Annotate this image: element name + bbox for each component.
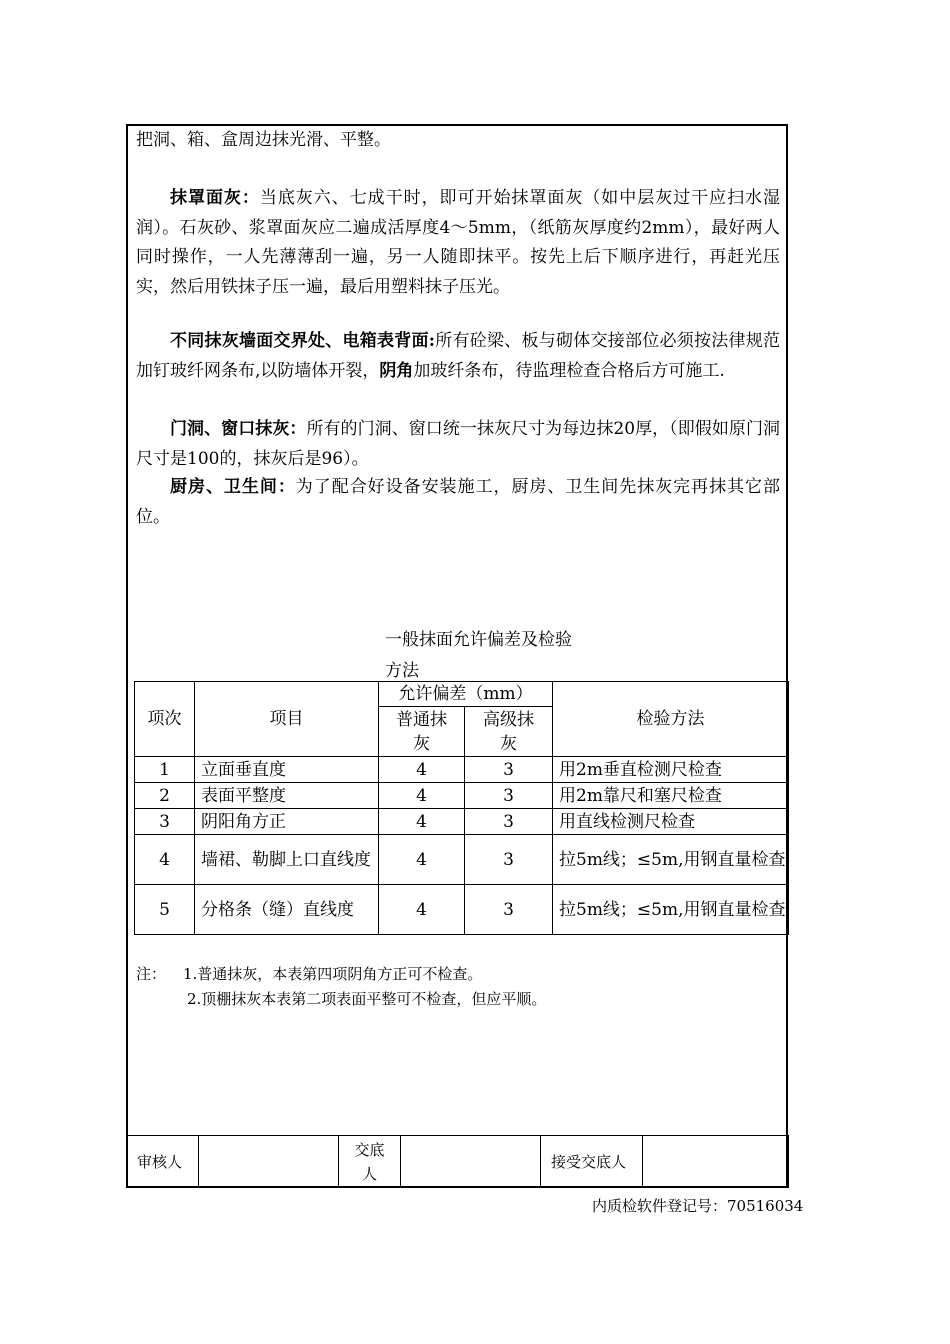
header-index: 项次 (135, 682, 195, 757)
emphasis-text: 阴角 (379, 360, 414, 381)
cell-advanced: 3 (465, 885, 553, 935)
signature-table (126, 1135, 789, 1188)
section-heading: 不同抹灰墙面交界处、电箱表背面: (170, 331, 436, 351)
cell-item: 阴阳角方正 (195, 809, 379, 835)
section-heading: 厨房、卫生间： (170, 477, 296, 497)
receiver-field[interactable] (643, 1136, 789, 1188)
paragraph-openings (136, 415, 780, 474)
cell-index: 1 (135, 757, 195, 783)
header-advanced: 高级抹灰 (465, 707, 553, 757)
cell-advanced: 3 (465, 809, 553, 835)
cell-method: 拉5m线；≤5m,用钢直量检查 (553, 835, 789, 885)
note-item-1: 1.普通抹灰，本表第四项阴角方正可不检查。 (183, 965, 483, 983)
paragraph-kitchen (136, 473, 780, 532)
header-item: 项目 (195, 682, 379, 757)
cell-method: 用2m靠尺和塞尺检查 (553, 783, 789, 809)
cell-normal: 4 (379, 809, 465, 835)
cell-item: 分格条（缝）直线度 (195, 885, 379, 935)
cell-index: 5 (135, 885, 195, 935)
reviewer-label: 审核人 (127, 1136, 199, 1188)
cell-normal: 4 (379, 783, 465, 809)
cell-item: 墙裙、勒脚上口直线度 (195, 835, 379, 885)
table-row (135, 783, 789, 809)
reviewer-field[interactable] (199, 1136, 339, 1188)
paragraph-intro (136, 126, 780, 156)
registration-number: 内质检软件登记号：70516034 (592, 1197, 804, 1215)
section-heading: 门洞、窗口抹灰： (170, 419, 307, 439)
paragraph-text: 把洞、箱、盒周边抹光滑、平整。 (136, 130, 391, 150)
note-label: 注： (136, 965, 167, 983)
cell-index: 3 (135, 809, 195, 835)
cell-advanced: 3 (465, 783, 553, 809)
paragraph-junction (136, 327, 780, 386)
paragraph-cover-coat (136, 184, 780, 302)
section-heading: 抹罩面灰： (170, 188, 260, 208)
cell-normal: 4 (379, 835, 465, 885)
cell-normal: 4 (379, 757, 465, 783)
paragraph-text: 加玻纤条布，待监理检查合格后方可施工. (413, 360, 725, 381)
cell-advanced: 3 (465, 835, 553, 885)
deviation-table (134, 681, 789, 935)
table-header-row (135, 682, 789, 707)
paragraph-text: 当底灰六、七成干时，即可开始抹罩面灰（如中层灰过干应扫水湿润）。石灰砂、浆罩面灰应二遍成活厚度4～5mm，（纸筋灰厚度约2mm），最好两人同时操作，一人先薄薄刮一遍，另一人随即抹平。按先上后下顺序进行，再赶光压实，然后用铁抹子压一遍，最后用塑料抹子压光。 (136, 188, 781, 297)
discloser-label: 交底人 (339, 1136, 401, 1188)
cell-index: 4 (135, 835, 195, 885)
discloser-field[interactable] (401, 1136, 541, 1188)
note-item-2: 2.顶棚抹灰本表第二项表面平整可不检查，但应平顺。 (187, 990, 547, 1008)
receiver-label: 接受交底人 (541, 1136, 643, 1188)
cell-advanced: 3 (465, 757, 553, 783)
cell-method: 拉5m线；≤5m,用钢直量检查 (553, 885, 789, 935)
table-row (135, 885, 789, 935)
header-normal: 普通抹灰 (379, 707, 465, 757)
header-deviation: 允许偏差（mm） (379, 682, 553, 707)
cell-method: 用2m垂直检测尺检查 (553, 757, 789, 783)
table-row (135, 835, 789, 885)
table-title-line2: 方法 (385, 661, 419, 681)
cell-index: 2 (135, 783, 195, 809)
header-method: 检验方法 (553, 682, 789, 757)
cell-normal: 4 (379, 885, 465, 935)
cell-item: 表面平整度 (195, 783, 379, 809)
table-row (135, 809, 789, 835)
paragraph-text: 所有砼梁、板与砌体交接部位必须按法律规范加钉玻纤网条布,以防墙体开裂， (136, 331, 780, 381)
table-title-line1: 一般抹面允许偏差及检验 (385, 630, 572, 650)
paragraph-text: 所有的门洞、窗口统一抹灰尺寸为每边抹20厚，（即假如原门洞尺寸是100的，抹灰后是96）。 (136, 419, 781, 469)
cell-item: 立面垂直度 (195, 757, 379, 783)
paragraph-text: 为了配合好设备安装施工，厨房、卫生间先抹灰完再抹其它部位。 (136, 477, 781, 527)
cell-method: 用直线检测尺检查 (553, 809, 789, 835)
table-row (135, 757, 789, 783)
